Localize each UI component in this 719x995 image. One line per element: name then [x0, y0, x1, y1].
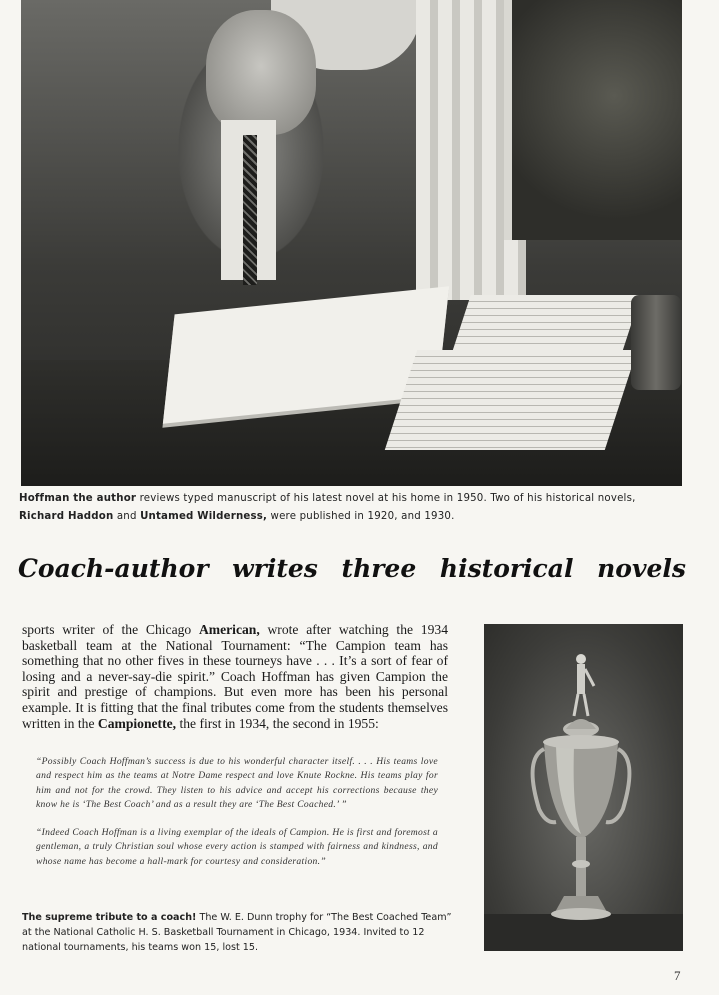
caption-text-1: reviews typed manuscript of his latest novel at his home in 1950. Two of his historical novels, — [136, 493, 636, 504]
manuscript-stack-front — [385, 350, 637, 450]
page-number: 7 — [674, 968, 681, 983]
trophy-caption — [22, 910, 454, 955]
student-quote-1955: “Indeed Coach Hoffman is a living exemplar of the ideals of Campion. He is first and foremost a gentleman, a truly Christian soul whose every action is stamped with fairness and kindness, and whose name has become a hall-mark for courtesy and consideration.” — [36, 827, 438, 867]
article-body — [22, 622, 448, 731]
caption-bold-richard-haddon: Richard Haddon — [19, 511, 114, 522]
trophy-caption-text: The W. E. Dunn trophy for “The Best Coached Team” at the National Catholic H. S. Basketball Tournament in Chicago, 1934. Invited to 12 national tournaments, his teams won 15, lost 15. — [22, 912, 452, 953]
caption-text-3: were published in 1920, and 1930. — [267, 511, 455, 522]
body-bold-american: American, — [198, 622, 260, 637]
manuscript-stack-back — [451, 295, 640, 355]
window — [504, 0, 682, 240]
trophy-caption-bold: The supreme tribute to a coach! — [22, 912, 197, 923]
desk-jar — [631, 295, 681, 390]
caption-bold-author: Hoffman the author — [19, 493, 137, 504]
body-text-3: the first in 1934, the second in 1955: — [176, 715, 379, 731]
body-bold-campionette: Campionette, — [97, 715, 177, 731]
body-text-1: sports writer of the Chicago — [22, 622, 199, 637]
body-text-2: wrote after watching the 1934 basketball team at the National Tournament: “The Campion team has something that no other fives in these tourneys have . . . It’s a sort of fear of losing and a never-say-die spirit.” Coach Hoffman has given Campion the spirit and prestige of champions. But even more has been his personal example. It is fitting that the final tributes come from the students themselves written in the — [22, 622, 448, 731]
trophy-icon — [484, 624, 683, 951]
student-quote-1934: “Possibly Coach Hoffman’s success is due to his wonderful character itself. . . . His teams love and respect him as the teams at Notre Dame respect and love Knute Rockne. His teams play for him and not for the crowd. They listen to his advice and accept his corrections because they know he is ‘The Best Coach’ and as a result they are ‘The Best Coached.’ ” — [36, 756, 438, 811]
author-photo-caption — [19, 490, 687, 526]
author-head — [206, 10, 316, 135]
caption-bold-untamed-wilderness: Untamed Wilderness, — [140, 511, 268, 522]
caption-text-2: and — [113, 511, 141, 522]
article-headline: Coach-author writes three historical novels — [18, 554, 686, 583]
trophy-photo — [484, 624, 683, 951]
author-photo — [21, 0, 682, 486]
author-tie — [243, 135, 257, 285]
